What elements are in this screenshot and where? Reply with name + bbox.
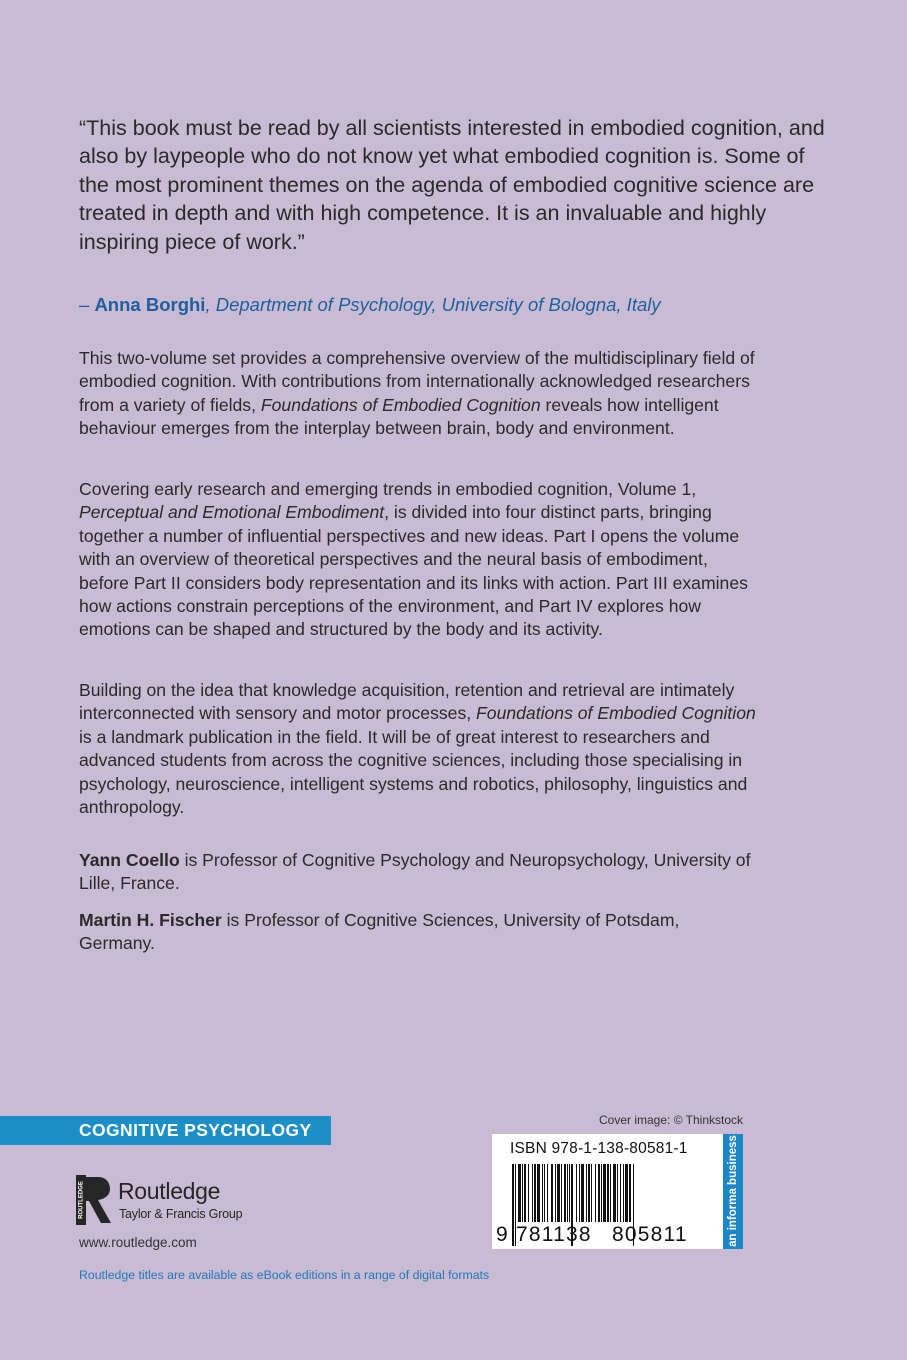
isbn-barcode-box: [492, 1134, 723, 1249]
quote-author: Anna Borghi: [94, 294, 206, 315]
isbn-label: ISBN 978-1-138-80581-1: [510, 1140, 688, 1157]
quote-attribution: [79, 294, 859, 316]
p2-text-a: Covering early research and emerging trends in embodied cognition, Volume 1,: [79, 479, 697, 499]
publisher-name: Routledge: [118, 1178, 221, 1204]
p2-text-b: , is divided into four distinct parts, bringing together a number of influential perspectives and new ideas. Part I opens the volume with an overview of theoretical perspectives and the neural basis of embodiment, before Part II considers body representation and its links with action. Part III examines how actions constrain perceptions of the environment, and Part IV explores how emotions can be shaped and structured by the body and its activity.: [79, 502, 748, 640]
editor-bio-coello: [79, 849, 759, 896]
editor-bio-fischer: [79, 909, 759, 956]
p1-book-title: Foundations of Embodied Cognition: [260, 394, 541, 415]
editor-bio-text: is Professor of Cognitive Psychology and Neuropsychology, University of Lille, France.: [79, 850, 751, 894]
quote-affiliation: , Department of Psychology, University of Bologna, Italy: [205, 294, 661, 315]
barcode-digit-first: 9: [496, 1223, 509, 1246]
p3-book-title: Foundations of Embodied Cognition: [476, 703, 756, 724]
p3-text-a: Building on the idea that knowledge acquisition, retention and retrieval are intimately interconnected with sensory and motor processes,: [79, 680, 735, 724]
category-banner: COGNITIVE PSYCHOLOGY: [0, 1116, 331, 1145]
p1-text-a: This two-volume set provides a comprehensive overview of the multidisciplinary field of embodied cognition. With contributions from internationally acknowledged researchers from a variety of fields,: [79, 348, 755, 415]
p3-text-b: is a landmark publication in the field. It will be of great interest to researchers and advanced students from across the cognitive sciences, including those specialising in psychology, neuroscience, intelligent systems and robotics, philosophy, linguistics and anthropology.: [79, 726, 748, 818]
routledge-r-icon: [76, 1175, 112, 1225]
description-paragraph-1: [79, 347, 759, 441]
editor-bio-text: is Professor of Cognitive Sciences, University of Potsdam, Germany.: [79, 910, 680, 954]
editor-name: Yann Coello: [79, 850, 180, 870]
routledge-logo: [76, 1175, 276, 1225]
description-paragraph-3: [79, 679, 759, 819]
description-paragraph-2: [79, 478, 759, 642]
informa-business-text: an informa business: [727, 1135, 739, 1247]
informa-strip: [723, 1134, 743, 1249]
endorsement-quote: “This book must be read by all scientists interested in embodied cognition, and also by laypeople who do not know yet what embodied cognition is. Some of the most prominent themes on the agenda of embodied cognitive science are treated in depth and with high competence. It is an invaluable and highly inspiring piece of work.”: [79, 116, 825, 254]
publisher-group: Taylor & Francis Group: [119, 1207, 243, 1221]
publisher-url[interactable]: www.routledge.com: [79, 1235, 197, 1250]
ebook-note: Routledge titles are available as eBook editions in a range of digital formats: [79, 1268, 490, 1282]
logo-vertical-text: ROUTLEDGE: [78, 1181, 85, 1219]
attribution-dash: –: [79, 294, 95, 315]
p2-volume-title: Perceptual and Emotional Embodiment: [79, 502, 385, 523]
barcode-digits-group-1: 781138: [516, 1223, 592, 1246]
barcode-digits-group-2: 805811: [612, 1223, 688, 1246]
cover-image-credit: Cover image: © Thinkstock: [599, 1113, 744, 1127]
p1-text-b: reveals how intelligent behaviour emerges from the interplay between brain, body and environment.: [79, 394, 719, 439]
editor-name: Martin H. Fischer: [79, 910, 222, 930]
